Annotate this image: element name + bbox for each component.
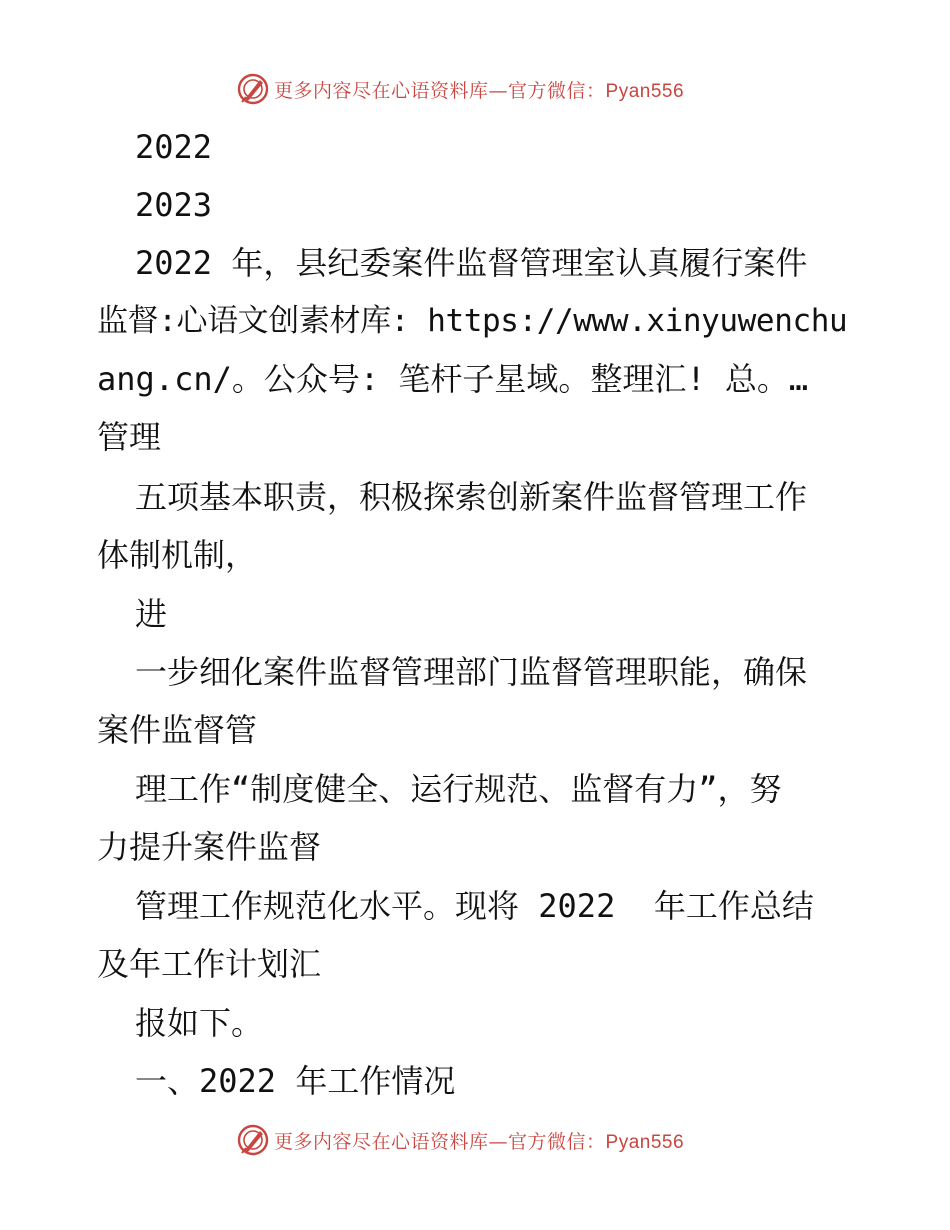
text-line: 2022 bbox=[135, 128, 213, 166]
text-line: 理工作“制度健全、运行规范、监督有力”，努 bbox=[135, 770, 782, 808]
text-line: 一步细化案件监督管理部门监督管理职能，确保 bbox=[135, 653, 808, 691]
watermark-text: 更多内容尽在心语资料库—官方微信：Pyan556 bbox=[274, 79, 685, 102]
text-line: 管理 bbox=[97, 418, 162, 456]
text-line: 体制机制， bbox=[97, 536, 258, 574]
watermark-text: 更多内容尽在心语资料库—官方微信：Pyan556 bbox=[274, 1130, 685, 1153]
text-line: 2022 年，县纪委案件监督管理室认真履行案件 bbox=[135, 244, 808, 282]
text-line: 案件监督管 bbox=[97, 711, 258, 749]
text-line: 及年工作计划汇 bbox=[97, 945, 322, 983]
text-line: 管理工作规范化水平。现将 2022 年工作总结 bbox=[135, 887, 814, 925]
text-line: 监督:心语文创素材库: https://www.xinyuwenchu bbox=[97, 303, 848, 339]
text-line: 五项基本职责，积极探索创新案件监督管理工作 bbox=[135, 478, 808, 516]
section-heading: 一、2022 年工作情况 bbox=[135, 1062, 456, 1100]
text-line: ang.cn/。公众号: 笔杆子星域。整理汇! 总。… bbox=[97, 360, 809, 398]
text-line: 进 bbox=[135, 595, 168, 633]
watermark-header bbox=[236, 72, 684, 106]
quill-pen-logo-icon bbox=[236, 1123, 270, 1157]
watermark-footer bbox=[236, 1123, 684, 1157]
text-line: 报如下。 bbox=[135, 1004, 264, 1042]
text-line: 力提升案件监督 bbox=[97, 828, 322, 866]
text-line: 2023 bbox=[135, 186, 213, 224]
quill-pen-logo-icon bbox=[236, 72, 270, 106]
